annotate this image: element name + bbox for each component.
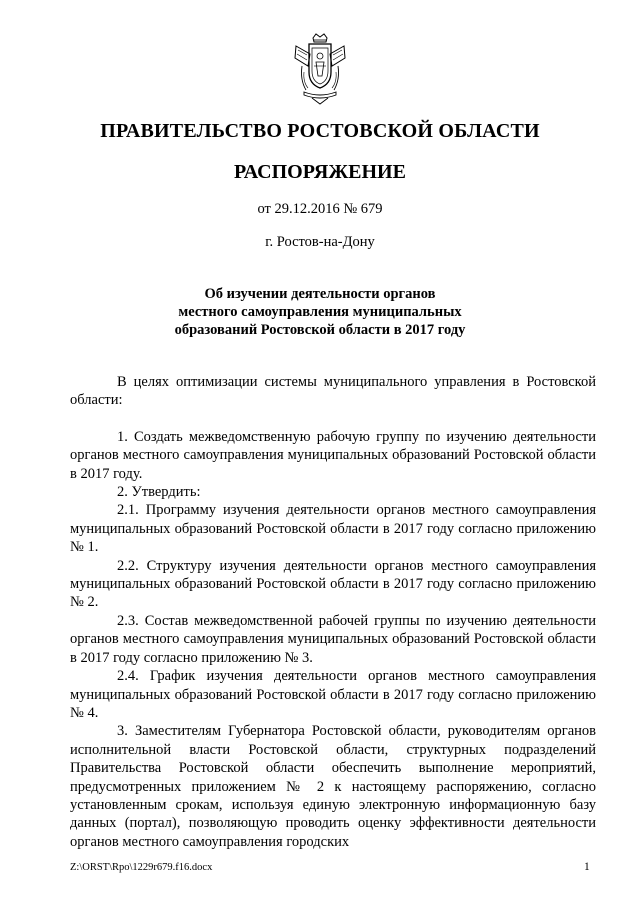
document-body [70, 373, 596, 851]
subject-line: Об изучении деятельности органов [204, 286, 436, 302]
document-subject [0, 285, 640, 339]
preamble-paragraph: В целях оптимизации системы муниципального управления в Ростовской области: [70, 374, 596, 409]
clause-3: 3. Заместителям Губернатора Ростовской области, руководителям органов исполнительной власти Ростовской области, структурных подразделений Правительства Ростовской области обеспечить выполнение мероприятий, предусмотренных приложением № 2 к настоящему распоряжению, согласно установленным срокам, используя единую электронную информационную базу данных (портал), позволяющую проводить оценку эффективности деятельности органов местного самоуправления городских [70, 723, 596, 850]
clause-2-4: 2.4. График изучения деятельности органов местного самоуправления муниципальных образований Ростовской области в 2017 году согласно приложению № 4. [70, 668, 596, 721]
document-city: г. Ростов-на-Дону [265, 234, 375, 250]
clause-1: 1. Создать межведомственную рабочую группу по изучению деятельности органов местного самоуправления муниципальных образований Ростовской области в 2017 году. [70, 428, 596, 482]
coat-of-arms-icon [292, 32, 348, 106]
clause-2-2: 2.2. Структуру изучения деятельности органов местного самоуправления муниципальных образований Ростовской области в 2017 году согласно приложению № 2. [70, 557, 596, 611]
subject-line: образований Ростовской области в 2017 году [174, 322, 466, 338]
clause-2-3: 2.3. Состав межведомственной рабочей группы по изучению деятельности органов местного самоуправления муниципальных образований Ростовской области в 2017 году согласно приложению № 3. [70, 612, 596, 666]
page-number: 1 [584, 861, 590, 873]
document-date-number: от 29.12.2016 № 679 [257, 201, 383, 217]
footer-file-path: Z:\ORST\Rpo\1229r679.f16.docx [70, 862, 213, 873]
government-title: ПРАВИТЕЛЬСТВО РОСТОВСКОЙ ОБЛАСТИ [100, 120, 540, 142]
subject-line: местного самоуправления муниципальных [178, 304, 462, 320]
clause-2-1: 2.1. Программу изучения деятельности органов местного самоуправления муниципальных образований Ростовской области в 2017 году согласно приложению № 1. [70, 502, 596, 556]
document-type: РАСПОРЯЖЕНИЕ [234, 161, 406, 183]
clause-2: 2. Утвердить: [117, 484, 201, 501]
